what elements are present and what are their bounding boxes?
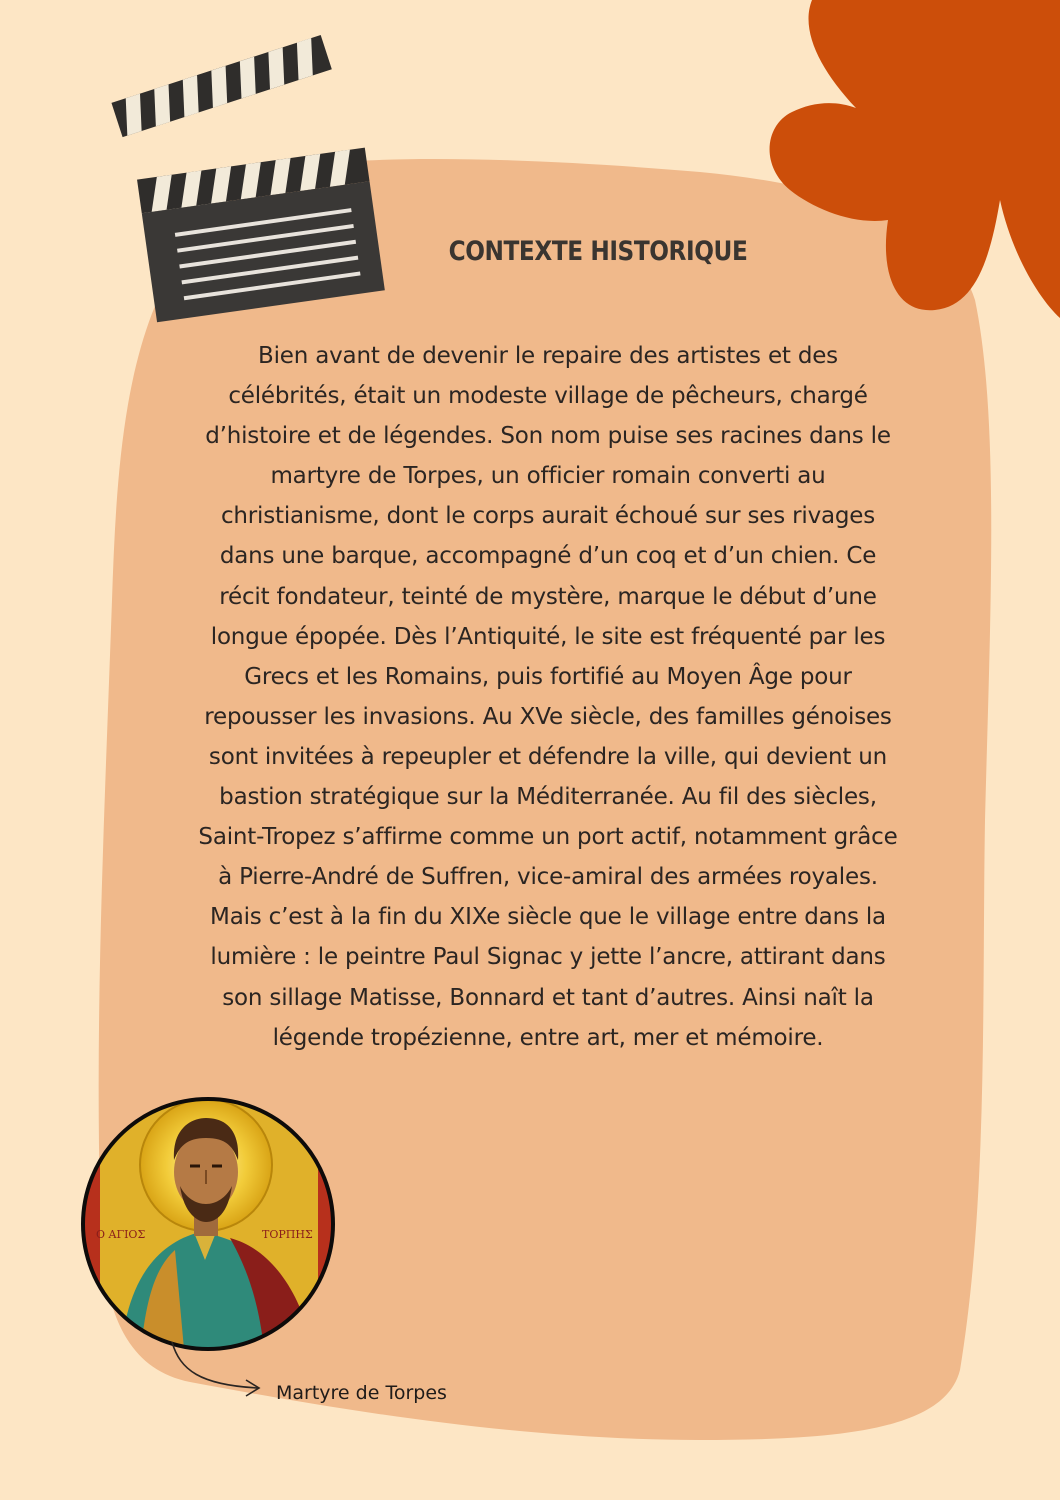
- clapperboard-icon: [111, 35, 384, 322]
- icon-caption: Martyre de Torpes: [276, 1382, 447, 1404]
- history-paragraph: Bien avant de devenir le repaire des artistes et des célébrités, était un modeste village de pêcheurs, chargé d’histoire et de légendes. Son nom puise ses racines dans le martyre de Torpes, un officier romain converti au christianisme, dont le corps aurait échoué sur ses rivages dans une barque, accompagné d’un coq et d’un chien. Ce récit fondateur, teinté de mystère, marque le début d’une longue épopée. Dès l’Antiquité, le site est fréquenté par les Grecs et les Romains, puis fortifié au Moyen Âge pour repousser les invasions. Au XVe siècle, des familles génoises sont invitées à repeupler et défendre la ville, qui devient un bastion stratégique sur la Méditerranée. Au fil des siècles, Saint-Tropez s’affirme comme un port actif, notamment grâce à Pierre-André de Suffren, vice-amiral des armées royales. Mais c’est à la fin du XIXe siècle que le village entre dans la lumière : le peintre Paul Signac y jette l’ancre, attirant dans son sillage Matisse, Bonnard et tant d’autres. Ainsi naît la légende tropézienne, entre art, mer et mémoire.: [198, 343, 898, 1051]
- page-title: CONTEXTE HISTORIQUE: [448, 236, 748, 267]
- icon-inscription-left: Ο ΑΓΙΟΣ: [96, 1228, 146, 1241]
- icon-inscription-right: ΤΟΡΠΗΣ: [262, 1228, 313, 1241]
